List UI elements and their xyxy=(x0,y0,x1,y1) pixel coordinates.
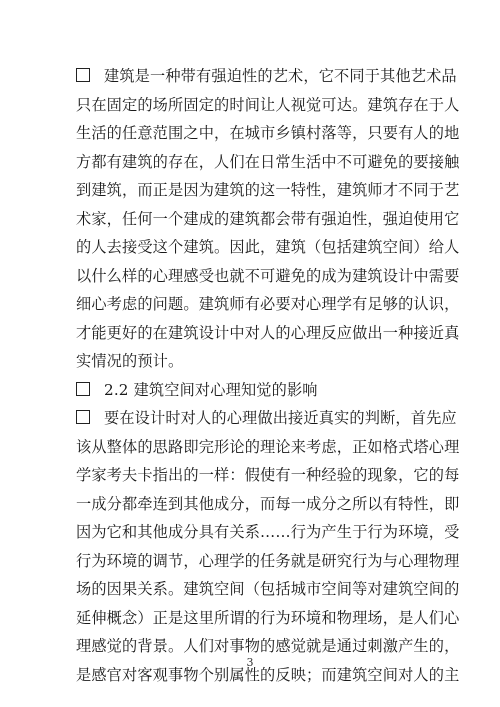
paragraph-2-line-1: 要在设计时对人的心理做出接近真实的判断，首先应 xyxy=(76,404,457,432)
paragraph-2-line-7: 场的因果关系。建筑空间（包括城市空间等对建筑空间的 xyxy=(76,580,460,598)
paragraph-2-line-3: 学家考夫卡指出的一样：假使有一种经验的现象，它的每 xyxy=(76,466,460,484)
checkbox-glyph-icon xyxy=(76,410,90,424)
page-number: 3 xyxy=(246,656,254,669)
paragraph-1-line-5: 到建筑，而正是因为建筑的这一特性，建筑师才不同于艺 xyxy=(76,181,460,199)
paragraph-2-line-4: 一成分都牵连到其他成分，而每一成分之所以有特性，即 xyxy=(76,494,460,513)
paragraph-1-line-3: 生活的任意范围之中，在城市乡镇村落等，只要有人的地 xyxy=(76,124,460,142)
paragraph-1-line-4: 方都有建筑的存在，人们在日常生活中不可避免的要接触 xyxy=(76,152,460,171)
section-heading: 2.2 建筑空间对心理知觉的影响 xyxy=(76,376,318,404)
paragraph-1-line-11: 实情况的预计。 xyxy=(76,352,184,370)
paragraph-2-line-5: 因为它和其他成分具有关系……行为产生于行为环境，受 xyxy=(76,523,460,541)
paragraph-2-line-10: 是感官对客观事物个别属性的反映；而建筑空间对人的主 xyxy=(76,665,460,684)
paragraph-1-line-2: 只在固定的场所固定的时间让人视觉可达。建筑存在于人 xyxy=(76,95,460,114)
paragraph-2-line-6: 行为环境的调节，心理学的任务就是研究行为与心理物理 xyxy=(76,551,460,570)
paragraph-1-line-6: 术家，任何一个建成的建筑都会带有强迫性，强迫使用它 xyxy=(76,209,460,228)
checkbox-glyph-icon xyxy=(76,68,90,82)
paragraph-1-line-9: 细心考虑的问题。建筑师有必要对心理学有足够的认识， xyxy=(76,295,460,313)
paragraph-2-line-8: 延伸概念）正是这里所谓的行为环境和物理场，是人们心 xyxy=(76,608,460,627)
paragraph-2-line-2: 该从整体的思路即完形论的理论来考虑，正如格式塔心理 xyxy=(76,437,460,456)
paragraph-1-line-7: 的人去接受这个建筑。因此，建筑（包括建筑空间）给人 xyxy=(76,238,460,256)
paragraph-1-line-8: 以什么样的心理感受也就不可避免的成为建筑设计中需要 xyxy=(76,266,460,285)
paragraph-1-line-10: 才能更好的在建筑设计中对人的心理反应做出一种接近真 xyxy=(76,323,460,342)
paragraph-1-line-1: 建筑是一种带有强迫性的艺术，它不同于其他艺术品 xyxy=(76,62,457,90)
checkbox-glyph-icon xyxy=(76,382,90,396)
paragraph-2-line-9: 理感觉的背景。人们对事物的感觉就是通过刺激产生的， xyxy=(76,637,460,655)
